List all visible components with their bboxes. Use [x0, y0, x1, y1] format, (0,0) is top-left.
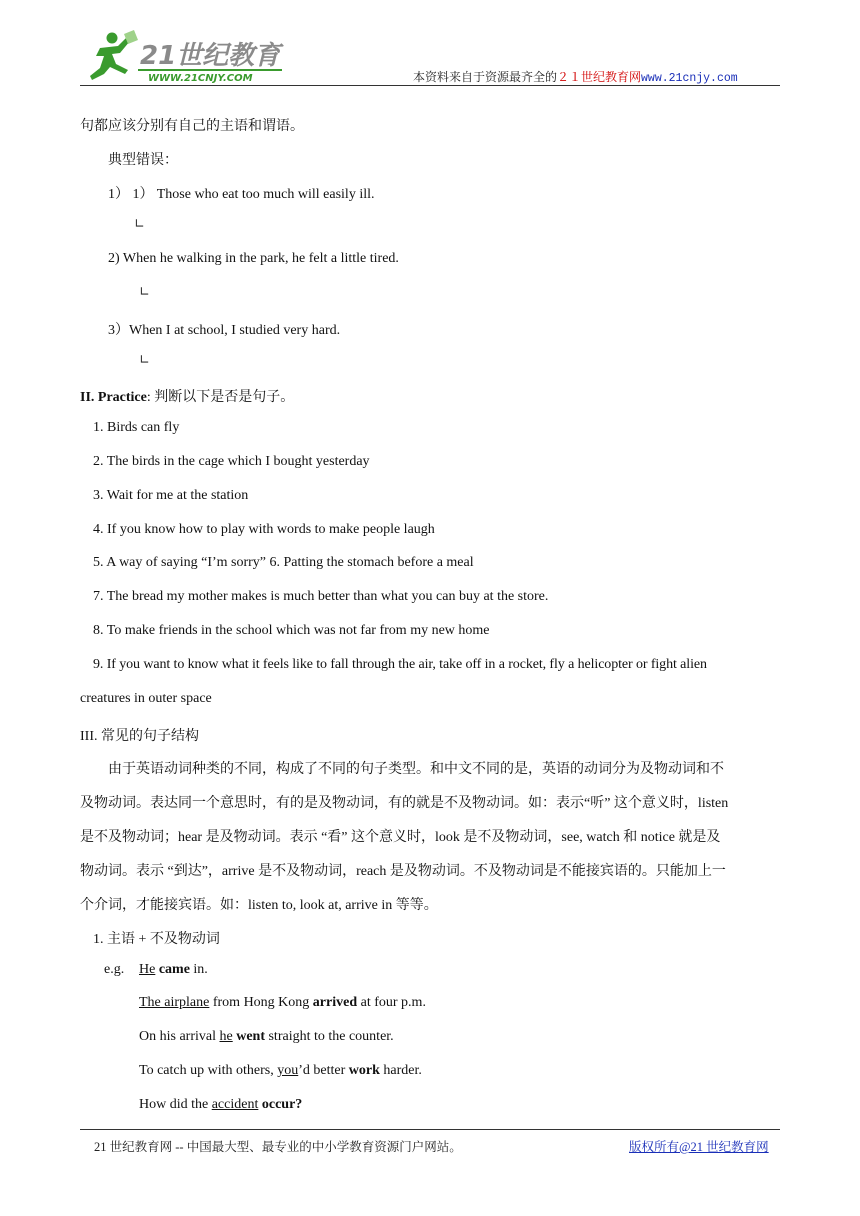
- footer-divider: [80, 1129, 780, 1130]
- example-1-subject: He: [139, 962, 156, 977]
- practice-item-2: 2. The birds in the cage which I bought yesterday: [93, 454, 370, 469]
- paragraph-line-4: 物动词。表示 “到达”，arrive 是不及物动词，reach 是及物动词。不及物动词是不能接宾语的。只能加上一: [80, 864, 726, 879]
- practice-heading-bold: II. Practice: [80, 390, 147, 405]
- header-note-brand: ２１世纪教育网: [557, 70, 642, 84]
- practice-item-7: 7. The bread my mother makes is much better than what you can buy at the store.: [93, 589, 549, 604]
- example-2-rest: at four p.m.: [357, 995, 426, 1010]
- example-1-verb: came: [158, 962, 190, 977]
- error-item-1: 1） 1） Those who eat too much will easily ill.: [108, 187, 375, 202]
- practice-item-1: 1. Birds can fly: [93, 420, 180, 435]
- example-2-verb: arrived: [312, 995, 358, 1010]
- example-5-pre: How did the: [139, 1097, 212, 1112]
- example-4: [139, 1063, 422, 1079]
- header-note-prefix: 本资料来自于资源最齐全的: [413, 70, 558, 84]
- paragraph-line-3: 是不及物动词；hear 是及物动词。表示 “看” 这个意义时，look 是不及物动词，see, watch 和 notice 就是及: [80, 830, 721, 845]
- example-3-rest: straight to the counter.: [264, 1029, 394, 1044]
- structure-1-heading: 1. 主语 + 不及物动词: [93, 932, 220, 947]
- header-note-url[interactable]: www.21cnjy.com: [641, 72, 738, 85]
- logo-text: 21世纪教育: [140, 41, 281, 71]
- example-2: [139, 995, 426, 1011]
- example-3-verb: went: [236, 1029, 265, 1044]
- example-4-verb: work: [348, 1063, 380, 1078]
- example-4-pre: To catch up with others,: [139, 1063, 278, 1078]
- example-4-mid: ’d better: [298, 1063, 349, 1078]
- example-4-rest: harder.: [379, 1063, 422, 1078]
- site-logo: [82, 26, 292, 86]
- practice-item-8: 8. To make friends in the school which was not far from my new home: [93, 623, 490, 638]
- footer-copyright-link[interactable]: 版权所有@21 世纪教育网: [629, 1140, 769, 1154]
- practice-item-5: 5. A way of saying “I’m sorry” 6. Patting the stomach before a meal: [93, 555, 474, 570]
- example-2-subject: The airplane: [139, 995, 210, 1010]
- error-item-2: 2) When he walking in the park, he felt a little tired.: [108, 251, 399, 266]
- practice-item-4: 4. If you know how to play with words to make people laugh: [93, 522, 435, 537]
- typical-errors-label: 典型错误：: [108, 153, 178, 168]
- insert-mark-2: ∟: [139, 285, 150, 300]
- insert-mark-3: ∟: [139, 353, 150, 368]
- footer-site-description: 21 世纪教育网 -- 中国最大型、最专业的中小学教育资源门户网站。: [94, 1140, 462, 1154]
- practice-item-3: 3. Wait for me at the station: [93, 488, 249, 503]
- practice-heading-rest: : 判断以下是否是句子。: [146, 390, 295, 405]
- insert-mark-1: ∟: [134, 217, 145, 232]
- logo-url: WWW.21CNJY.COM: [148, 73, 253, 84]
- example-5: [139, 1097, 302, 1113]
- practice-item-9: 9. If you want to know what it feels like to fall through the air, take off in a rocket, fly a helicopter or fight alien: [93, 657, 707, 672]
- header-divider: [80, 85, 780, 86]
- example-3-subject: he: [219, 1029, 233, 1044]
- example-1-rest: in.: [189, 962, 208, 977]
- paragraph-line-2: 及物动词。表达同一个意思时，有的是及物动词，有的就是不及物动词。如：表示“听” 这个意义时，listen: [80, 796, 729, 811]
- example-5-subject: accident: [211, 1097, 259, 1112]
- example-4-subject: you: [277, 1063, 299, 1078]
- paragraph-line-5: 个介词，才能接宾语。如：listen to, look at, arrive in 等等。: [80, 898, 438, 913]
- section-3-heading: III. 常见的句子结构: [80, 729, 199, 744]
- example-5-verb: occur?: [261, 1097, 303, 1112]
- example-3: [139, 1029, 394, 1045]
- paragraph-line-1: 由于英语动词种类的不同，构成了不同的句子类型。和中文不同的是，英语的动词分为及物动词和不: [108, 762, 724, 777]
- practice-heading: [80, 386, 294, 406]
- example-2-mid: from Hong Kong: [209, 995, 313, 1010]
- example-3-pre: On his arrival: [139, 1029, 220, 1044]
- eg-label: e.g.: [104, 962, 125, 977]
- continuation-line: 句都应该分别有自己的主语和谓语。: [80, 119, 304, 134]
- error-item-3: 3）When I at school, I studied very hard.: [108, 323, 341, 338]
- runner-icon: [90, 30, 138, 80]
- practice-item-9-continued: creatures in outer space: [80, 691, 212, 706]
- header-source-note: [413, 68, 738, 85]
- example-1: [139, 962, 208, 978]
